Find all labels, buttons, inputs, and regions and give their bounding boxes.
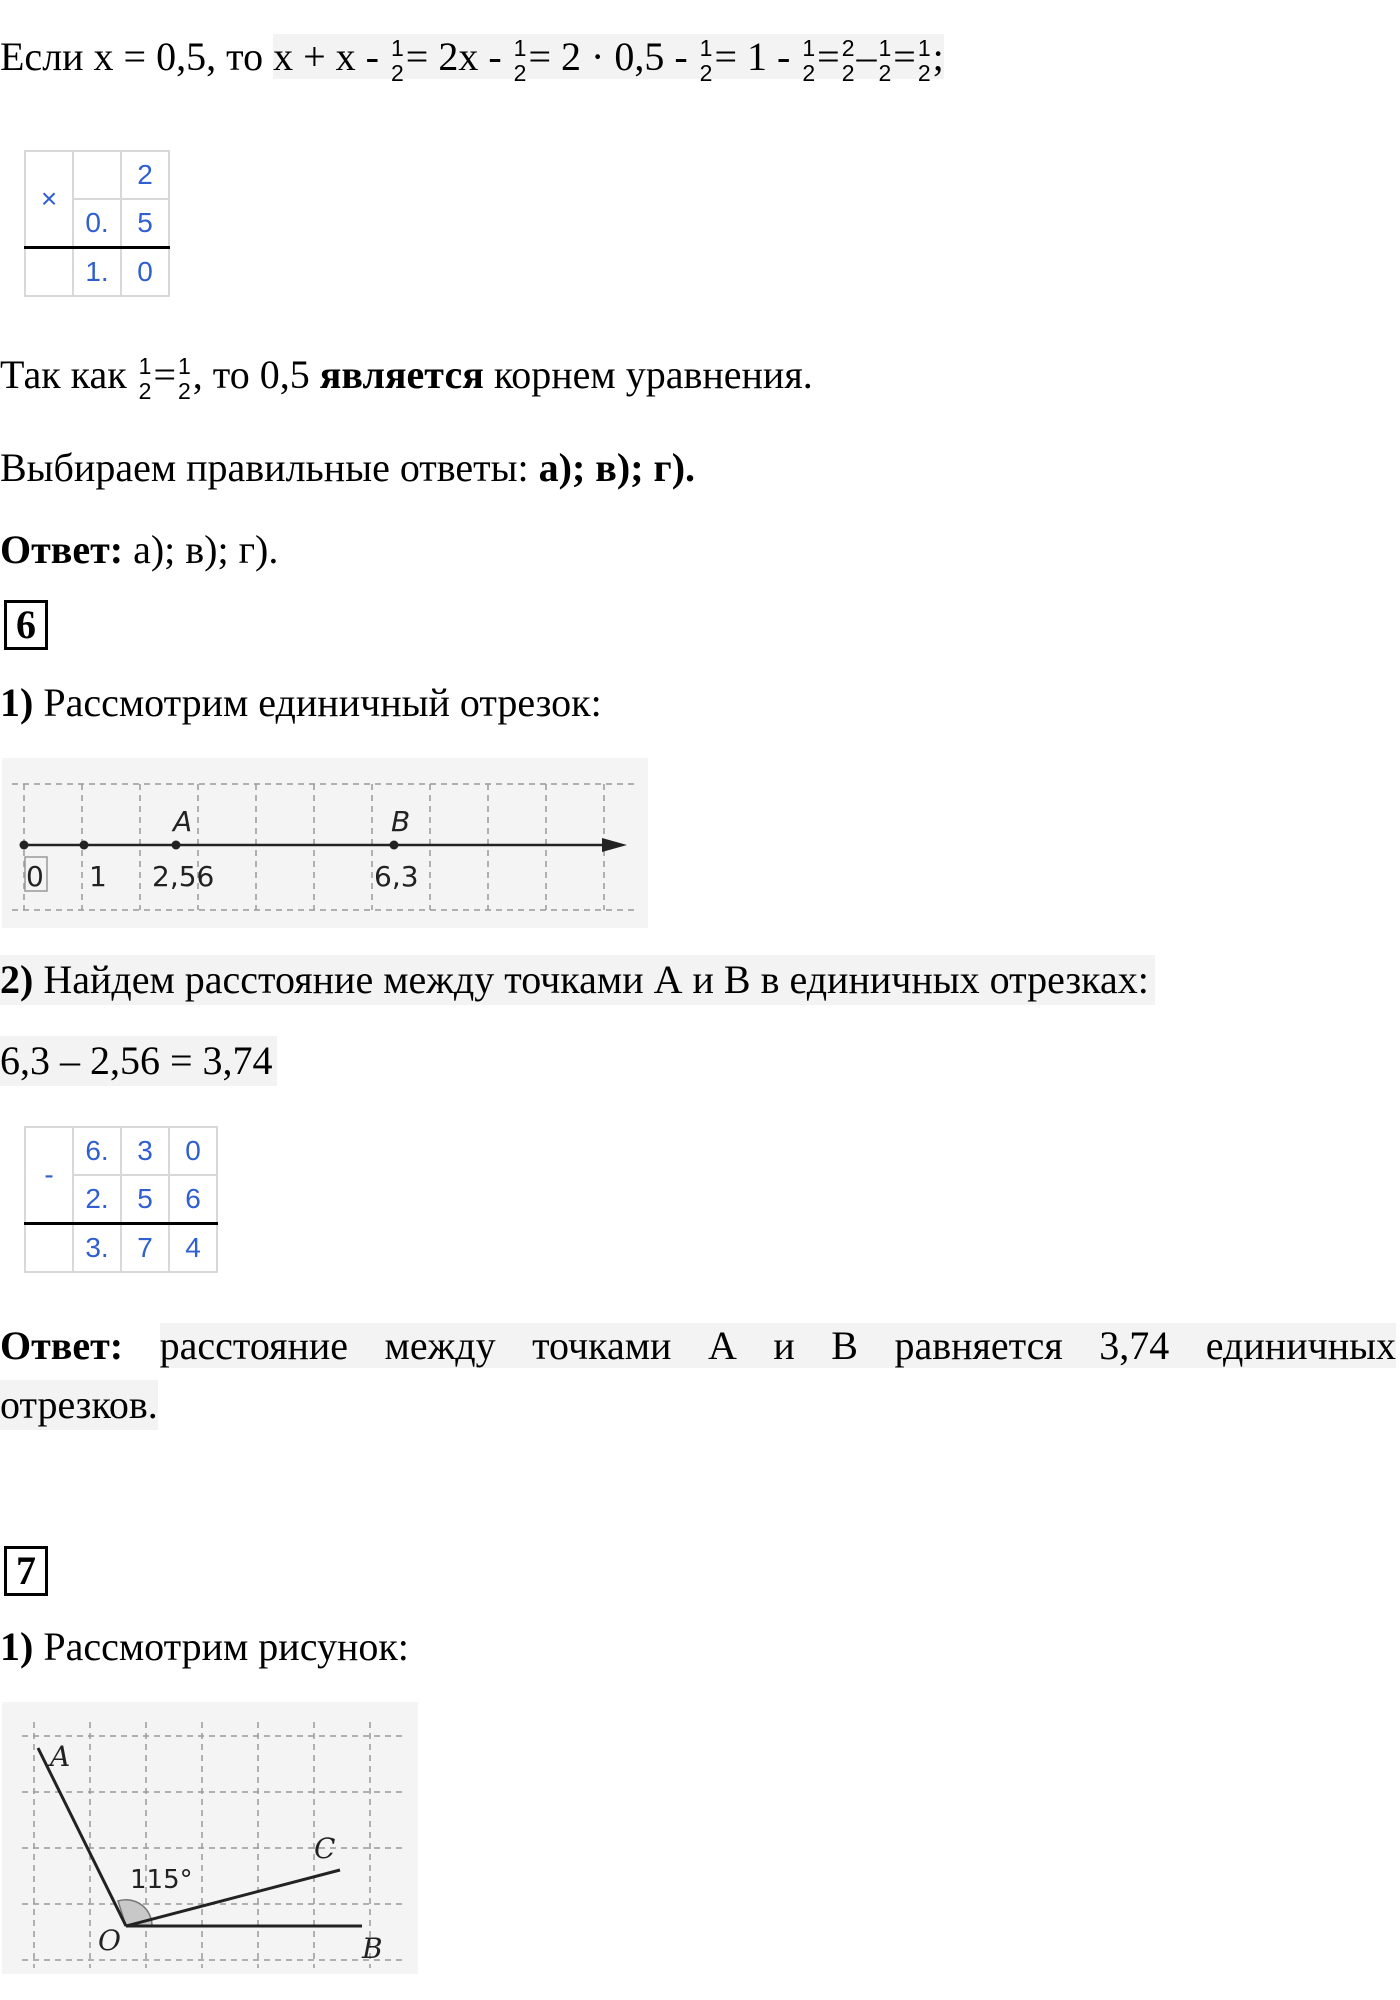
denominator: 2 xyxy=(513,59,527,86)
equation-part: x + x - xyxy=(273,34,389,79)
numerator: 2 xyxy=(841,34,855,61)
numerator: 1 xyxy=(802,34,816,61)
answer-line xyxy=(0,525,278,575)
equation-part: ; xyxy=(932,34,944,79)
equation-part: = xyxy=(817,34,840,79)
operator-cell: × xyxy=(25,151,73,248)
label-b: B xyxy=(362,1932,383,1965)
step-number: 2) xyxy=(0,957,34,1002)
bold-text: а); в); г). xyxy=(538,445,696,490)
digit-cell: 3 xyxy=(121,1127,169,1175)
answer-label: Ответ: xyxy=(0,1323,124,1368)
digit-cell: 3. xyxy=(73,1224,121,1273)
task-number-6: 6 xyxy=(4,600,48,650)
numerator: 1 xyxy=(138,352,152,379)
answer-6-line1 xyxy=(0,1318,1396,1373)
equation-part: = 2x - xyxy=(405,34,512,79)
step-text: Рассмотрим рисунок: xyxy=(33,1624,409,1669)
digit-cell xyxy=(25,248,73,297)
point-b xyxy=(390,841,399,850)
digit-cell: 2 xyxy=(121,151,169,199)
step-heading xyxy=(0,955,1155,1005)
denominator: 2 xyxy=(178,377,191,404)
angle-value: 115° xyxy=(130,1865,193,1895)
text: корнем уравнения. xyxy=(483,352,813,397)
equation-prefix: Если x = 0,5, то xyxy=(0,34,274,79)
number-line-svg xyxy=(2,758,648,928)
angle-figure xyxy=(2,1702,418,1974)
equation-part: = 2 · 0,5 - xyxy=(528,34,698,79)
angle-svg xyxy=(2,1702,418,1974)
numerator: 1 xyxy=(390,34,404,61)
digit-cell xyxy=(25,1224,73,1273)
denominator: 2 xyxy=(917,59,931,86)
step-text: Найдем расстояние между точками А и В в единичных отрезках: xyxy=(33,957,1149,1002)
denominator: 2 xyxy=(699,59,713,86)
digit-cell: 5 xyxy=(121,199,169,248)
answer-6-line2: отрезков. xyxy=(0,1380,158,1430)
numerator: 1 xyxy=(513,34,527,61)
fraction xyxy=(178,354,191,404)
step-text: Рассмотрим единичный отрезок: xyxy=(33,680,602,725)
label-6-3: 6,3 xyxy=(374,860,419,893)
numerator: 1 xyxy=(878,34,892,61)
digit-cell: 2. xyxy=(73,1175,121,1224)
fraction xyxy=(842,36,855,86)
arrow-icon xyxy=(602,838,627,852)
step-number: 1) xyxy=(0,1624,34,1669)
label-2-56: 2,56 xyxy=(152,860,215,893)
numerator: 1 xyxy=(178,352,191,379)
multiplication-table xyxy=(24,150,170,297)
fraction xyxy=(802,36,815,86)
label-o: O xyxy=(98,1924,121,1957)
equation-highlight xyxy=(273,34,944,86)
equation-part: = xyxy=(893,34,916,79)
equation-line xyxy=(0,32,944,86)
digit-cell: 7 xyxy=(121,1224,169,1273)
ray-oa xyxy=(38,1748,126,1926)
text: Так как xyxy=(0,352,137,397)
digit-cell: 4 xyxy=(169,1224,217,1273)
digit-cell xyxy=(73,151,121,199)
step-number: 1) xyxy=(0,680,34,725)
answer-text: расстояние между точками А и В равняется 3,74 единичных xyxy=(159,1323,1397,1368)
label-point-a: A xyxy=(173,805,193,838)
digit-cell: 0 xyxy=(121,248,169,297)
label-1: 1 xyxy=(89,860,107,893)
label-a: A xyxy=(50,1740,71,1773)
numerator: 1 xyxy=(917,34,931,61)
digit-cell: 0. xyxy=(73,199,121,248)
answer-label: Ответ: xyxy=(0,527,124,572)
fraction xyxy=(139,354,152,404)
text: Выбираем правильные ответы: xyxy=(0,445,539,490)
numerator: 1 xyxy=(699,34,713,61)
point-a xyxy=(172,841,181,850)
fraction xyxy=(391,36,404,86)
fraction xyxy=(879,36,892,86)
denominator: 2 xyxy=(841,59,855,86)
text: = xyxy=(153,352,176,397)
fraction xyxy=(700,36,713,86)
fraction xyxy=(514,36,527,86)
step-heading xyxy=(0,1622,409,1672)
equation-part: = 1 - xyxy=(714,34,801,79)
digit-cell: 0 xyxy=(169,1127,217,1175)
denominator: 2 xyxy=(138,377,152,404)
point-zero xyxy=(20,841,29,850)
digit-cell: 5 xyxy=(121,1175,169,1224)
denominator: 2 xyxy=(390,59,404,86)
choose-line xyxy=(0,443,695,493)
subtraction-table xyxy=(24,1126,218,1273)
denominator: 2 xyxy=(802,59,816,86)
step-heading xyxy=(0,678,602,728)
task-number-7: 7 xyxy=(4,1546,48,1596)
digit-cell: 6. xyxy=(73,1127,121,1175)
label-point-b: B xyxy=(391,805,411,838)
conclusion-line xyxy=(0,350,813,404)
bold-text: является xyxy=(319,352,484,397)
number-line-figure xyxy=(2,758,648,928)
point-one xyxy=(80,841,89,850)
text: , то 0,5 xyxy=(192,352,320,397)
fraction xyxy=(918,36,931,86)
label-c: C xyxy=(314,1832,336,1865)
equation-part: – xyxy=(856,34,877,79)
subtraction-equation: 6,3 – 2,56 = 3,74 xyxy=(0,1036,277,1086)
digit-cell: 1. xyxy=(73,248,121,297)
denominator: 2 xyxy=(878,59,892,86)
operator-cell: - xyxy=(25,1127,73,1224)
answer-text: а); в); г). xyxy=(123,527,279,572)
label-0: 0 xyxy=(26,860,44,893)
digit-cell: 6 xyxy=(169,1175,217,1224)
